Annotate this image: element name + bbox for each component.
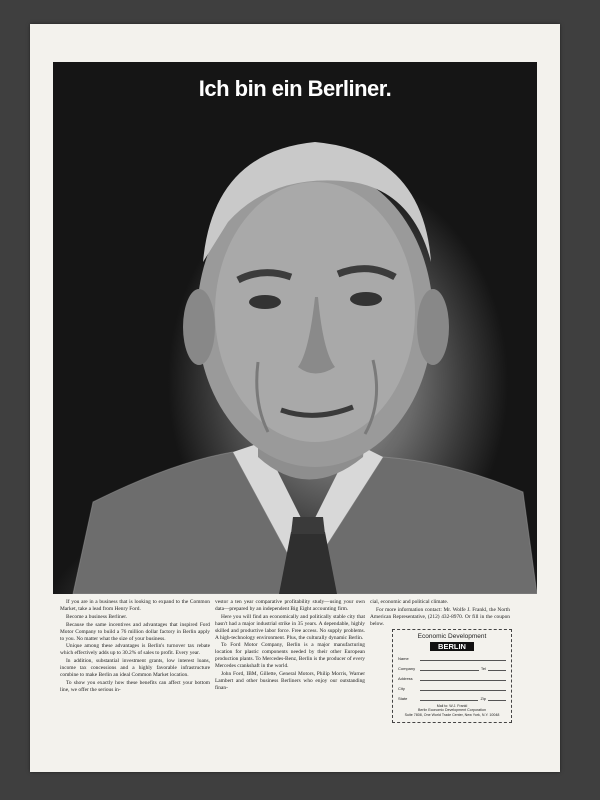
field-line[interactable] [420,670,479,671]
paragraph: Become a business Berliner. [66,613,128,620]
coupon-field-address[interactable] [398,673,506,681]
headline: Ich bin ein Berliner. [198,76,392,101]
body-copy-column-1 [60,599,210,695]
portrait-photo [53,62,537,594]
portrait-illustration [53,62,537,594]
coupon-field-company[interactable] [398,663,506,671]
paragraph: Unique among these advantages is Berlin's turnover tax rebate which effectively adds up to 30.2% of sales to profit. Every year. [60,643,210,657]
field-label: Tel [480,666,486,671]
field-line[interactable] [488,670,506,671]
paragraph: vestor a ten year comparative profitability study—using your own data—prepared by an independent Big Eight accounting firm. [215,599,365,612]
coupon-field-city[interactable] [398,683,506,691]
paragraph: To Ford Motor Company, Berlin is a major manufacturing location for plastic components needed by their other European production plants. To Mercedes-Benz, Berlin is the producer of every Mercedes crankshaft in the world. [215,642,365,670]
reply-coupon[interactable] [392,629,512,723]
field-line[interactable] [420,680,506,681]
field-line[interactable] [420,700,478,701]
mailing-address [393,704,511,717]
field-label: Name [398,656,409,661]
magazine-page [30,24,560,772]
field-label: Zip [480,696,486,701]
mail-line: Mail to: W.J. Frankl [436,704,468,708]
paragraph: John Ford, IBM, Gillette, General Motors, Philip Morris, Warner Lambert and other business Berliners who enjoy our outstanding finan- [215,671,365,691]
mail-line: Berlin Economic Development Corporation [418,708,486,713]
paragraph: Here you will find an economically and politically stable city that hasn't had a major industrial strike in 35 years. A dependable, highly skilled and productive labor force. Free access. No supply problems. A high-technology environment. Plus, the culturally dynamic Berlin. [215,613,365,641]
coupon-heading: Economic Development [417,633,487,640]
mail-line: Suite 7808, One World Trade Center, New York, N.Y. 10048 [404,712,500,717]
field-line[interactable] [420,690,506,691]
paragraph: In addition, substantial investment grants, low interest loans, income tax concessions and a highly favorable infrastructure combine to make Berlin an ideal Common Market location. [60,658,210,679]
paragraph: cial, economic and political climate. [370,599,449,605]
field-label: City [398,686,405,691]
berlin-logo: BERLIN [430,642,474,651]
body-copy-column-2 [215,599,365,693]
coupon-field-state[interactable] [398,693,506,701]
field-line[interactable] [488,700,506,701]
paragraph: To show you exactly how these benefits can affect your bottom line, we offer the serious in- [60,679,210,693]
field-line[interactable] [420,660,506,661]
field-label: Address [398,676,413,681]
paragraph: For more information contact: Mr. Wolfe J. Frankl, the North American Representative, (212) 432-8970. Or fill in the coupon below. [370,606,510,627]
field-label: State [398,696,408,701]
coupon-field-name[interactable] [398,653,506,661]
field-label: Company [398,666,416,671]
paragraph: If you are in a business that is looking to expand to the Common Market, take a lead from Henry Ford. [60,599,210,612]
body-copy-column-3 [370,599,510,629]
paragraph: Because the same incentives and advantages that inspired Ford Motor Company to build a 76 million dollar factory in Berlin apply to you. No matter what the size of your business. [60,621,210,642]
